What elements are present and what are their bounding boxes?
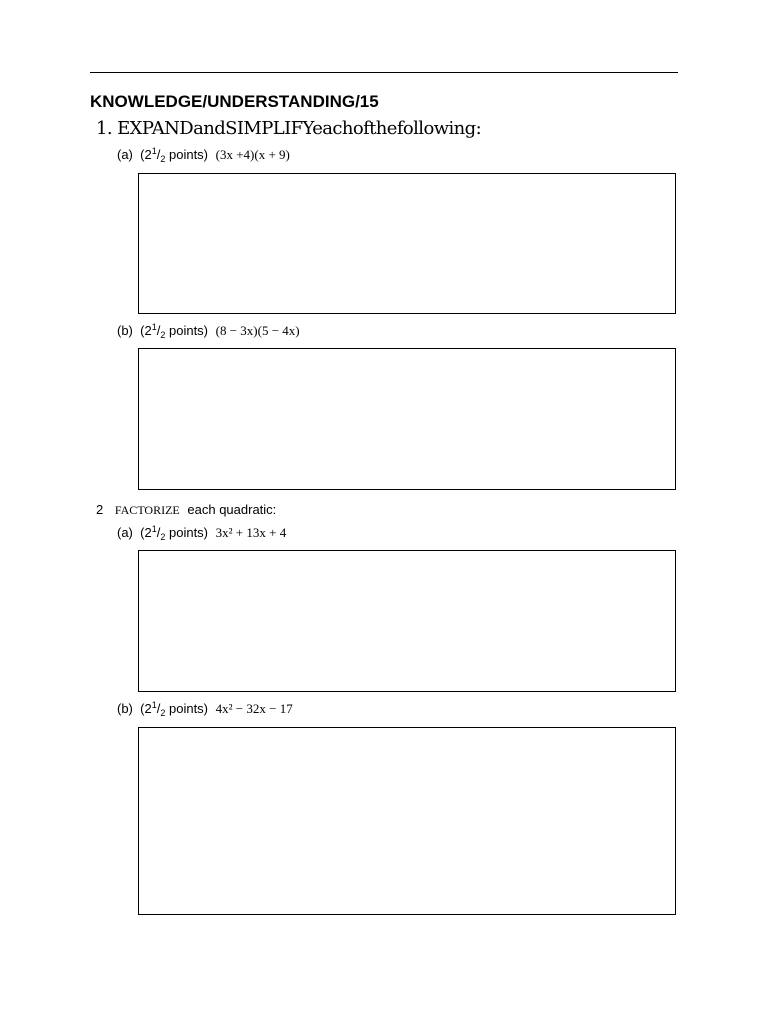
question-2-instruction: each quadratic:	[187, 502, 277, 517]
top-rule	[90, 72, 678, 73]
part-label: (b)	[117, 323, 133, 338]
part-label: (a)	[117, 147, 133, 162]
points-value: ($2^1/_2$ points)	[136, 524, 209, 542]
expression: (8 − 3x)(5 − 4x)	[215, 323, 300, 338]
question-1a-prompt	[117, 146, 290, 164]
question-2b-prompt	[117, 700, 293, 718]
question-1-number: 1.	[96, 118, 112, 139]
question-2a-prompt	[117, 524, 286, 542]
answer-box-2a[interactable]	[138, 550, 676, 692]
section-heading: KNOWLEDGE/UNDERSTANDING/15	[90, 92, 379, 111]
expression: (3x +4)(x + 9)	[215, 147, 290, 162]
expression: 4x² − 32x − 17	[215, 701, 293, 716]
answer-box-2b[interactable]	[138, 727, 676, 915]
question-1b-prompt	[117, 322, 300, 340]
points-value: ($2^1/_2$ points)	[136, 322, 209, 340]
answer-box-1b[interactable]	[138, 348, 676, 490]
question-2-keyword: FACTORIZE	[114, 503, 180, 517]
points-value: ($2^1/_2$ points)	[136, 700, 209, 718]
points-value: ($2^1/_2$ points)	[136, 146, 209, 164]
question-1-title	[96, 118, 481, 139]
answer-box-1a[interactable]	[138, 173, 676, 314]
expression: 3x² + 13x + 4	[215, 525, 287, 540]
question-2-number: 2	[96, 502, 104, 517]
question-1-instruction: EXPANDandSIMPLIFYeachofthefollowing:	[117, 118, 482, 139]
question-2-title	[96, 502, 276, 518]
part-label: (a)	[117, 525, 133, 540]
part-label: (b)	[117, 701, 133, 716]
